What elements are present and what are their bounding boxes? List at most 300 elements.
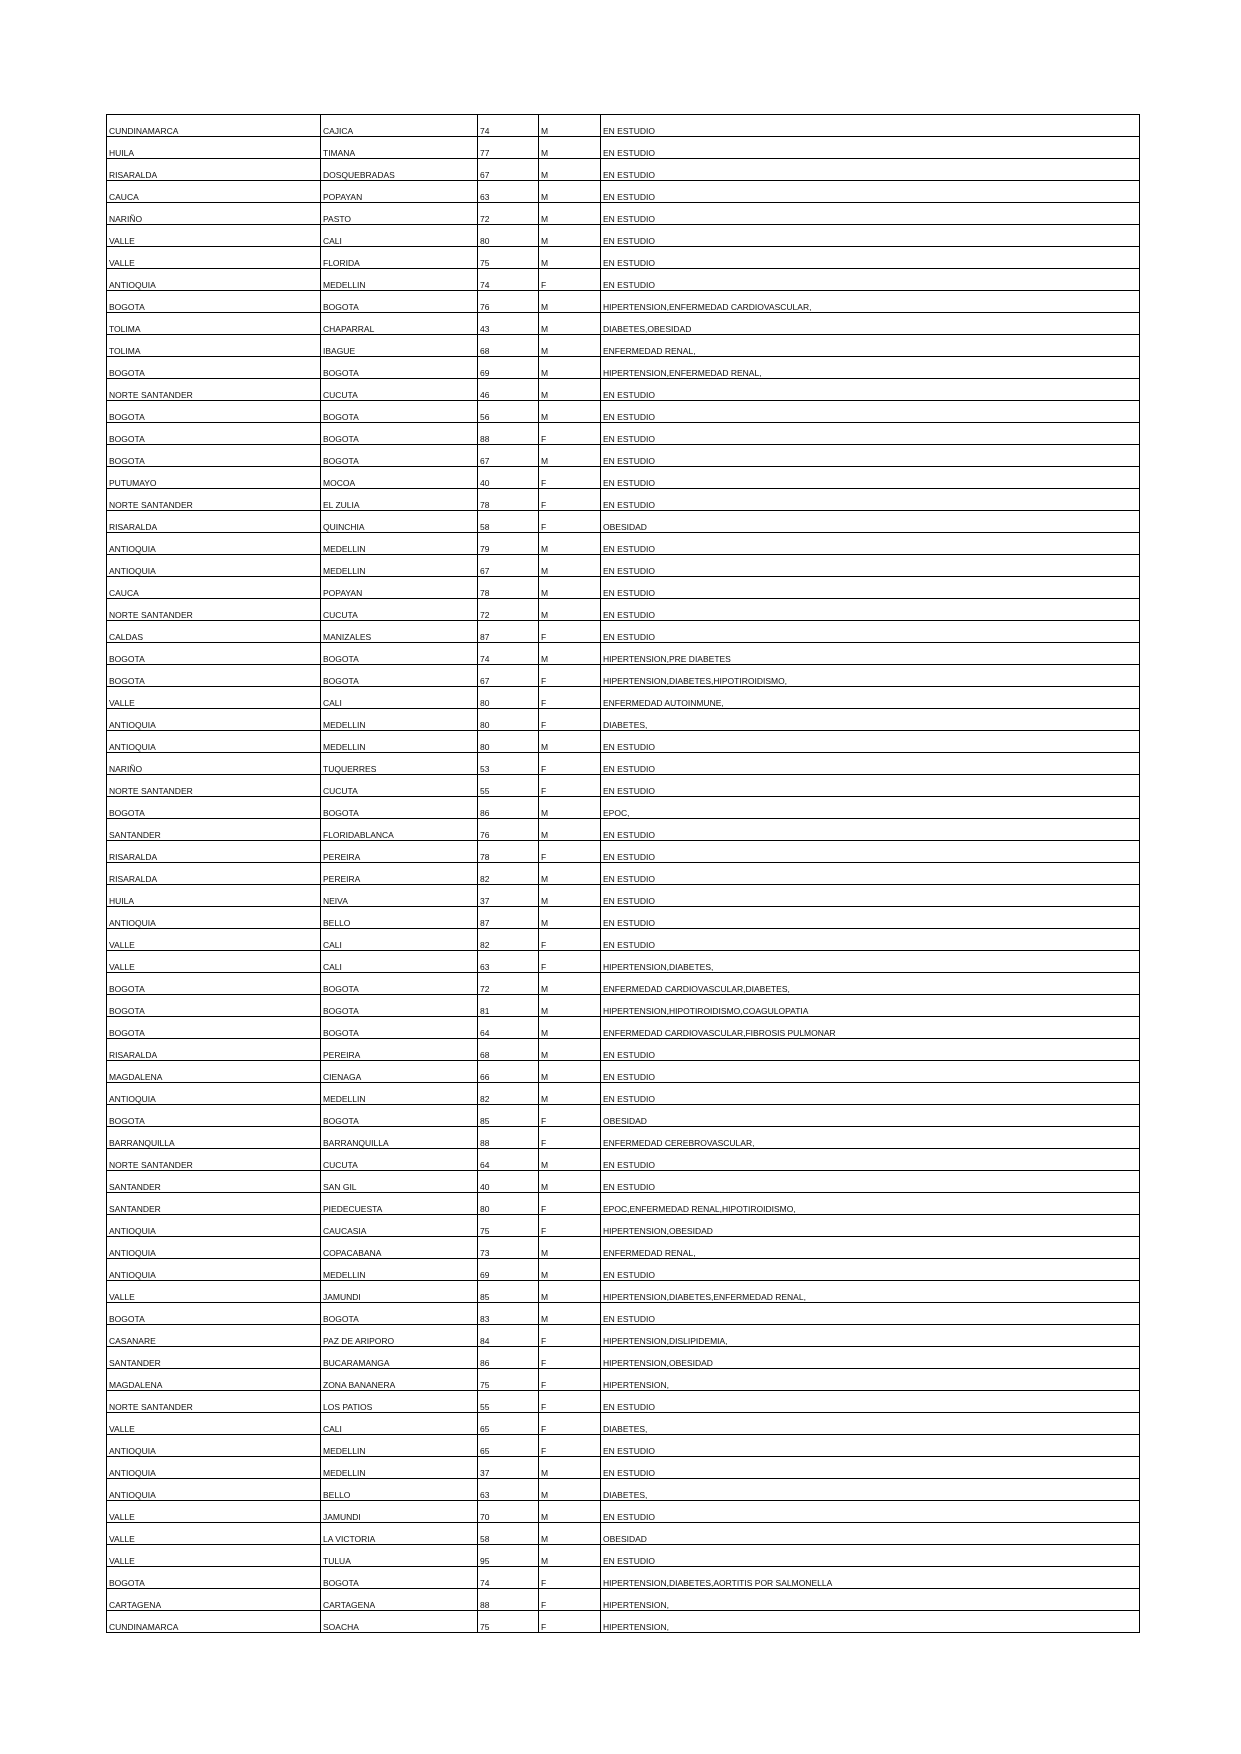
records-table [106, 114, 1140, 1633]
age-cell: 80 [478, 687, 539, 709]
department-cell: VALLE [107, 929, 321, 951]
sex-cell: F [539, 1325, 601, 1347]
condition-cell: EN ESTUDIO [601, 1149, 1140, 1171]
condition-cell: EN ESTUDIO [601, 269, 1140, 291]
condition-cell: ENFERMEDAD CARDIOVASCULAR,DIABETES, [601, 973, 1140, 995]
age-cell: 88 [478, 1589, 539, 1611]
department-cell: MAGDALENA [107, 1369, 321, 1391]
department-cell: NARIÑO [107, 203, 321, 225]
municipality-cell: SAN GIL [321, 1171, 478, 1193]
table-row [107, 1061, 1140, 1083]
condition-cell: EPOC, [601, 797, 1140, 819]
condition-cell: HIPERTENSION,DIABETES, [601, 951, 1140, 973]
sex-cell: M [539, 1083, 601, 1105]
condition-cell: HIPERTENSION,ENFERMEDAD CARDIOVASCULAR, [601, 291, 1140, 313]
table-row [107, 1325, 1140, 1347]
table-row [107, 995, 1140, 1017]
municipality-cell: MEDELLIN [321, 709, 478, 731]
sex-cell: M [539, 1237, 601, 1259]
department-cell: RISARALDA [107, 159, 321, 181]
sex-cell: M [539, 1259, 601, 1281]
table-row [107, 1523, 1140, 1545]
sex-cell: M [539, 159, 601, 181]
table-row [107, 775, 1140, 797]
condition-cell: EN ESTUDIO [601, 621, 1140, 643]
condition-cell: EN ESTUDIO [601, 863, 1140, 885]
age-cell: 43 [478, 313, 539, 335]
age-cell: 63 [478, 951, 539, 973]
municipality-cell: CALI [321, 951, 478, 973]
sex-cell: M [539, 247, 601, 269]
sex-cell: M [539, 401, 601, 423]
department-cell: SANTANDER [107, 1347, 321, 1369]
sex-cell: M [539, 797, 601, 819]
table-row [107, 841, 1140, 863]
sex-cell: M [539, 313, 601, 335]
age-cell: 67 [478, 555, 539, 577]
sex-cell: M [539, 379, 601, 401]
department-cell: VALLE [107, 951, 321, 973]
age-cell: 77 [478, 137, 539, 159]
age-cell: 69 [478, 357, 539, 379]
municipality-cell: LA VICTORIA [321, 1523, 478, 1545]
condition-cell: EN ESTUDIO [601, 885, 1140, 907]
department-cell: BARRANQUILLA [107, 1127, 321, 1149]
department-cell: TOLIMA [107, 335, 321, 357]
sex-cell: F [539, 1127, 601, 1149]
table-row [107, 621, 1140, 643]
municipality-cell: BOGOTA [321, 1017, 478, 1039]
municipality-cell: TUQUERRES [321, 753, 478, 775]
municipality-cell: BOGOTA [321, 973, 478, 995]
table-row [107, 313, 1140, 335]
condition-cell: HIPERTENSION,DIABETES,HIPOTIROIDISMO, [601, 665, 1140, 687]
age-cell: 82 [478, 929, 539, 951]
condition-cell: ENFERMEDAD CEREBROVASCULAR, [601, 1127, 1140, 1149]
sex-cell: F [539, 1413, 601, 1435]
age-cell: 75 [478, 1611, 539, 1633]
department-cell: CUNDINAMARCA [107, 115, 321, 137]
sex-cell: F [539, 1567, 601, 1589]
condition-cell: HIPERTENSION,DIABETES,ENFERMEDAD RENAL, [601, 1281, 1140, 1303]
table-row [107, 203, 1140, 225]
condition-cell: HIPERTENSION,PRE DIABETES [601, 643, 1140, 665]
condition-cell: EN ESTUDIO [601, 731, 1140, 753]
age-cell: 65 [478, 1413, 539, 1435]
age-cell: 74 [478, 269, 539, 291]
department-cell: BOGOTA [107, 665, 321, 687]
department-cell: RISARALDA [107, 841, 321, 863]
age-cell: 37 [478, 885, 539, 907]
sex-cell: M [539, 1523, 601, 1545]
table-row [107, 1281, 1140, 1303]
age-cell: 55 [478, 1391, 539, 1413]
table-row [107, 973, 1140, 995]
condition-cell: HIPERTENSION, [601, 1611, 1140, 1633]
department-cell: CARTAGENA [107, 1589, 321, 1611]
age-cell: 82 [478, 863, 539, 885]
table-row [107, 467, 1140, 489]
department-cell: BOGOTA [107, 1017, 321, 1039]
age-cell: 75 [478, 1369, 539, 1391]
table-row [107, 1369, 1140, 1391]
table-row [107, 1611, 1140, 1633]
table-row [107, 819, 1140, 841]
department-cell: ANTIOQUIA [107, 1083, 321, 1105]
condition-cell: EN ESTUDIO [601, 1171, 1140, 1193]
municipality-cell: MEDELLIN [321, 533, 478, 555]
sex-cell: F [539, 1611, 601, 1633]
municipality-cell: CUCUTA [321, 1149, 478, 1171]
department-cell: VALLE [107, 1413, 321, 1435]
table-row [107, 1589, 1140, 1611]
municipality-cell: EL ZULIA [321, 489, 478, 511]
table-row [107, 181, 1140, 203]
table-row [107, 1149, 1140, 1171]
sex-cell: F [539, 467, 601, 489]
department-cell: CAUCA [107, 181, 321, 203]
condition-cell: EN ESTUDIO [601, 1501, 1140, 1523]
sex-cell: M [539, 731, 601, 753]
sex-cell: M [539, 357, 601, 379]
table-row [107, 599, 1140, 621]
age-cell: 65 [478, 1435, 539, 1457]
department-cell: VALLE [107, 225, 321, 247]
age-cell: 86 [478, 1347, 539, 1369]
municipality-cell: MEDELLIN [321, 731, 478, 753]
department-cell: CUNDINAMARCA [107, 1611, 321, 1633]
table-row [107, 159, 1140, 181]
municipality-cell: CUCUTA [321, 599, 478, 621]
municipality-cell: JAMUNDI [321, 1501, 478, 1523]
sex-cell: F [539, 709, 601, 731]
department-cell: VALLE [107, 1501, 321, 1523]
table-row [107, 709, 1140, 731]
municipality-cell: MEDELLIN [321, 1457, 478, 1479]
municipality-cell: PEREIRA [321, 1039, 478, 1061]
sex-cell: M [539, 1545, 601, 1567]
municipality-cell: BOGOTA [321, 665, 478, 687]
age-cell: 74 [478, 115, 539, 137]
condition-cell: EN ESTUDIO [601, 115, 1140, 137]
condition-cell: EN ESTUDIO [601, 1457, 1140, 1479]
sex-cell: M [539, 1501, 601, 1523]
table-row [107, 291, 1140, 313]
table-row [107, 1237, 1140, 1259]
table-row [107, 665, 1140, 687]
table-row [107, 1545, 1140, 1567]
age-cell: 78 [478, 577, 539, 599]
department-cell: MAGDALENA [107, 1061, 321, 1083]
sex-cell: M [539, 995, 601, 1017]
table-row [107, 1127, 1140, 1149]
table-row [107, 1567, 1140, 1589]
age-cell: 37 [478, 1457, 539, 1479]
municipality-cell: FLORIDABLANCA [321, 819, 478, 841]
table-row [107, 1435, 1140, 1457]
department-cell: ANTIOQUIA [107, 533, 321, 555]
department-cell: RISARALDA [107, 511, 321, 533]
table-row [107, 379, 1140, 401]
department-cell: ANTIOQUIA [107, 709, 321, 731]
table-row [107, 357, 1140, 379]
condition-cell: EN ESTUDIO [601, 1391, 1140, 1413]
municipality-cell: LOS PATIOS [321, 1391, 478, 1413]
table-row [107, 115, 1140, 137]
table-row [107, 225, 1140, 247]
department-cell: NORTE SANTANDER [107, 1149, 321, 1171]
table-row [107, 1413, 1140, 1435]
age-cell: 46 [478, 379, 539, 401]
table-row [107, 643, 1140, 665]
municipality-cell: CUCUTA [321, 379, 478, 401]
table-row [107, 1479, 1140, 1501]
department-cell: HUILA [107, 885, 321, 907]
sex-cell: M [539, 1479, 601, 1501]
condition-cell: DIABETES, [601, 709, 1140, 731]
department-cell: ANTIOQUIA [107, 907, 321, 929]
condition-cell: EN ESTUDIO [601, 247, 1140, 269]
condition-cell: HIPERTENSION,OBESIDAD [601, 1347, 1140, 1369]
municipality-cell: CALI [321, 929, 478, 951]
sex-cell: F [539, 1391, 601, 1413]
age-cell: 87 [478, 621, 539, 643]
condition-cell: ENFERMEDAD CARDIOVASCULAR,FIBROSIS PULMONAR [601, 1017, 1140, 1039]
condition-cell: EN ESTUDIO [601, 1303, 1140, 1325]
sex-cell: M [539, 1061, 601, 1083]
sex-cell: M [539, 577, 601, 599]
table-row [107, 1105, 1140, 1127]
condition-cell: EN ESTUDIO [601, 181, 1140, 203]
department-cell: ANTIOQUIA [107, 555, 321, 577]
municipality-cell: MEDELLIN [321, 1259, 478, 1281]
table-row [107, 555, 1140, 577]
department-cell: SANTANDER [107, 819, 321, 841]
condition-cell: DIABETES, [601, 1479, 1140, 1501]
table-row [107, 907, 1140, 929]
municipality-cell: MEDELLIN [321, 1435, 478, 1457]
municipality-cell: MANIZALES [321, 621, 478, 643]
age-cell: 79 [478, 533, 539, 555]
department-cell: ANTIOQUIA [107, 1435, 321, 1457]
condition-cell: EN ESTUDIO [601, 489, 1140, 511]
sex-cell: F [539, 775, 601, 797]
age-cell: 68 [478, 335, 539, 357]
municipality-cell: FLORIDA [321, 247, 478, 269]
department-cell: VALLE [107, 1281, 321, 1303]
municipality-cell: POPAYAN [321, 577, 478, 599]
department-cell: VALLE [107, 1545, 321, 1567]
age-cell: 64 [478, 1149, 539, 1171]
sex-cell: F [539, 1193, 601, 1215]
table-row [107, 269, 1140, 291]
condition-cell: EN ESTUDIO [601, 379, 1140, 401]
department-cell: ANTIOQUIA [107, 1457, 321, 1479]
age-cell: 63 [478, 181, 539, 203]
condition-cell: HIPERTENSION,DISLIPIDEMIA, [601, 1325, 1140, 1347]
municipality-cell: CAUCASIA [321, 1215, 478, 1237]
condition-cell: OBESIDAD [601, 1105, 1140, 1127]
condition-cell: HIPERTENSION,DIABETES,AORTITIS POR SALMONELLA [601, 1567, 1140, 1589]
age-cell: 88 [478, 1127, 539, 1149]
sex-cell: F [539, 929, 601, 951]
age-cell: 69 [478, 1259, 539, 1281]
condition-cell: EN ESTUDIO [601, 1061, 1140, 1083]
age-cell: 75 [478, 1215, 539, 1237]
municipality-cell: COPACABANA [321, 1237, 478, 1259]
sex-cell: M [539, 1149, 601, 1171]
department-cell: SANTANDER [107, 1171, 321, 1193]
sex-cell: M [539, 203, 601, 225]
department-cell: NARIÑO [107, 753, 321, 775]
municipality-cell: CUCUTA [321, 775, 478, 797]
age-cell: 81 [478, 995, 539, 1017]
table-row [107, 137, 1140, 159]
sex-cell: M [539, 115, 601, 137]
department-cell: VALLE [107, 687, 321, 709]
municipality-cell: PASTO [321, 203, 478, 225]
municipality-cell: MEDELLIN [321, 555, 478, 577]
department-cell: CAUCA [107, 577, 321, 599]
age-cell: 84 [478, 1325, 539, 1347]
table-row [107, 445, 1140, 467]
sex-cell: F [539, 687, 601, 709]
sex-cell: M [539, 907, 601, 929]
sex-cell: M [539, 555, 601, 577]
age-cell: 67 [478, 665, 539, 687]
municipality-cell: TIMANA [321, 137, 478, 159]
records-body [107, 115, 1140, 1633]
table-row [107, 1501, 1140, 1523]
municipality-cell: BOGOTA [321, 1567, 478, 1589]
condition-cell: EN ESTUDIO [601, 467, 1140, 489]
sex-cell: M [539, 819, 601, 841]
age-cell: 80 [478, 225, 539, 247]
sex-cell: F [539, 753, 601, 775]
municipality-cell: CALI [321, 687, 478, 709]
condition-cell: EN ESTUDIO [601, 203, 1140, 225]
municipality-cell: CARTAGENA [321, 1589, 478, 1611]
condition-cell: EN ESTUDIO [601, 841, 1140, 863]
table-row [107, 863, 1140, 885]
municipality-cell: BUCARAMANGA [321, 1347, 478, 1369]
department-cell: BOGOTA [107, 423, 321, 445]
department-cell: NORTE SANTANDER [107, 599, 321, 621]
department-cell: NORTE SANTANDER [107, 379, 321, 401]
department-cell: BOGOTA [107, 291, 321, 313]
department-cell: ANTIOQUIA [107, 1259, 321, 1281]
table-row [107, 577, 1140, 599]
table-row [107, 423, 1140, 445]
department-cell: BOGOTA [107, 357, 321, 379]
sex-cell: M [539, 533, 601, 555]
condition-cell: EN ESTUDIO [601, 599, 1140, 621]
municipality-cell: BOGOTA [321, 401, 478, 423]
age-cell: 72 [478, 599, 539, 621]
sex-cell: M [539, 225, 601, 247]
municipality-cell: MEDELLIN [321, 1083, 478, 1105]
condition-cell: EN ESTUDIO [601, 577, 1140, 599]
condition-cell: EN ESTUDIO [601, 159, 1140, 181]
department-cell: BOGOTA [107, 1303, 321, 1325]
condition-cell: EN ESTUDIO [601, 775, 1140, 797]
table-row [107, 929, 1140, 951]
table-row [107, 489, 1140, 511]
condition-cell: EN ESTUDIO [601, 533, 1140, 555]
table-row [107, 1017, 1140, 1039]
department-cell: ANTIOQUIA [107, 1237, 321, 1259]
municipality-cell: BOGOTA [321, 797, 478, 819]
condition-cell: EN ESTUDIO [601, 137, 1140, 159]
condition-cell: EN ESTUDIO [601, 1039, 1140, 1061]
department-cell: BOGOTA [107, 643, 321, 665]
sex-cell: M [539, 335, 601, 357]
table-row [107, 1347, 1140, 1369]
condition-cell: ENFERMEDAD RENAL, [601, 1237, 1140, 1259]
age-cell: 95 [478, 1545, 539, 1567]
age-cell: 76 [478, 819, 539, 841]
condition-cell: EN ESTUDIO [601, 555, 1140, 577]
department-cell: SANTANDER [107, 1193, 321, 1215]
table-row [107, 885, 1140, 907]
municipality-cell: IBAGUE [321, 335, 478, 357]
age-cell: 58 [478, 1523, 539, 1545]
department-cell: ANTIOQUIA [107, 731, 321, 753]
condition-cell: EN ESTUDIO [601, 819, 1140, 841]
age-cell: 87 [478, 907, 539, 929]
condition-cell: DIABETES,OBESIDAD [601, 313, 1140, 335]
age-cell: 63 [478, 1479, 539, 1501]
sex-cell: M [539, 599, 601, 621]
department-cell: BOGOTA [107, 1105, 321, 1127]
sex-cell: M [539, 445, 601, 467]
sex-cell: F [539, 1589, 601, 1611]
municipality-cell: BOGOTA [321, 1303, 478, 1325]
municipality-cell: PEREIRA [321, 863, 478, 885]
table-row [107, 511, 1140, 533]
department-cell: PUTUMAYO [107, 467, 321, 489]
age-cell: 40 [478, 467, 539, 489]
table-row [107, 1193, 1140, 1215]
condition-cell: EN ESTUDIO [601, 1545, 1140, 1567]
table-row [107, 687, 1140, 709]
age-cell: 67 [478, 445, 539, 467]
sex-cell: M [539, 291, 601, 313]
age-cell: 56 [478, 401, 539, 423]
condition-cell: EN ESTUDIO [601, 401, 1140, 423]
sex-cell: M [539, 1457, 601, 1479]
municipality-cell: PEREIRA [321, 841, 478, 863]
condition-cell: EN ESTUDIO [601, 753, 1140, 775]
age-cell: 80 [478, 709, 539, 731]
condition-cell: EN ESTUDIO [601, 445, 1140, 467]
age-cell: 64 [478, 1017, 539, 1039]
department-cell: BOGOTA [107, 401, 321, 423]
sex-cell: M [539, 1017, 601, 1039]
department-cell: RISARALDA [107, 863, 321, 885]
condition-cell: OBESIDAD [601, 511, 1140, 533]
age-cell: 70 [478, 1501, 539, 1523]
condition-cell: HIPERTENSION,OBESIDAD [601, 1215, 1140, 1237]
sex-cell: M [539, 1039, 601, 1061]
sex-cell: F [539, 1105, 601, 1127]
municipality-cell: CALI [321, 225, 478, 247]
age-cell: 83 [478, 1303, 539, 1325]
age-cell: 72 [478, 973, 539, 995]
age-cell: 67 [478, 159, 539, 181]
department-cell: BOGOTA [107, 445, 321, 467]
municipality-cell: BOGOTA [321, 423, 478, 445]
